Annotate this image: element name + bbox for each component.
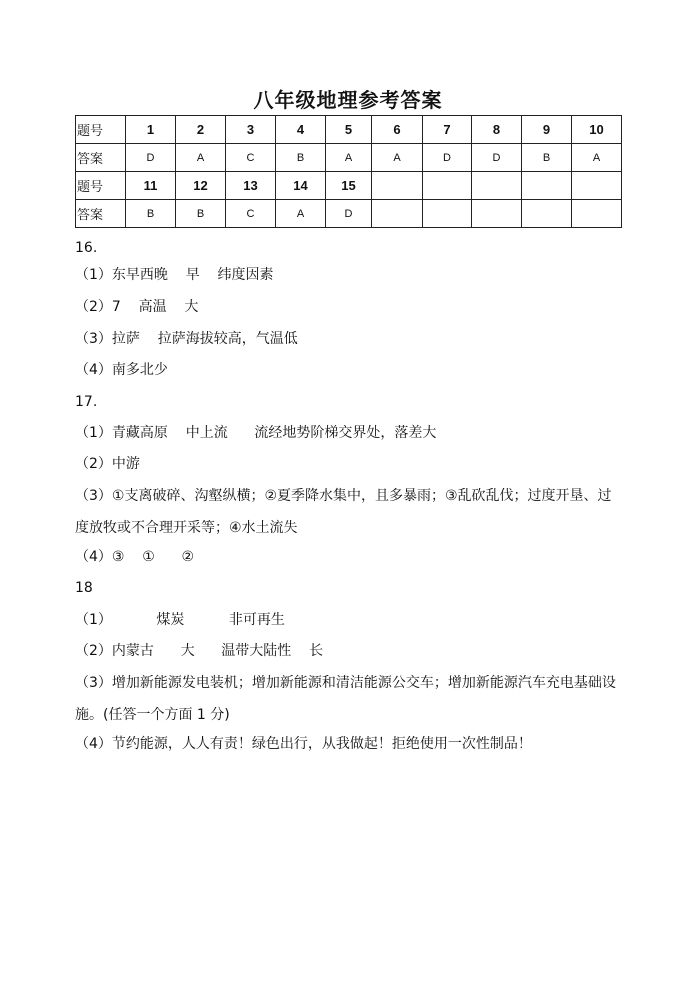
q16-part1: （1）东早西晚 早 纬度因素 [75, 267, 274, 283]
question-number-cell: 4 [276, 116, 326, 144]
table-row [76, 116, 622, 144]
q16-part2: （2）7 高温 大 [75, 299, 199, 315]
answer-cell [423, 200, 472, 228]
q18-number: 18 [75, 580, 93, 596]
answer-table [75, 115, 622, 228]
answer-cell: A [176, 144, 226, 172]
row-header-cell: 答案 [76, 144, 126, 172]
question-number-cell: 2 [176, 116, 226, 144]
question-number-cell: 11 [126, 172, 176, 200]
answer-cell: D [472, 144, 522, 172]
answer-cell: C [226, 144, 276, 172]
q16-number: 16. [75, 240, 98, 256]
answer-cell [472, 200, 522, 228]
q16-part3: （3）拉萨 拉萨海拔较高，气温低 [75, 331, 298, 347]
question-number-cell: 14 [276, 172, 326, 200]
q18-part4: （4）节约能源，人人有责！绿色出行，从我做起！拒绝使用一次性制品！ [75, 736, 532, 752]
answer-cell: D [126, 144, 176, 172]
question-number-cell: 10 [572, 116, 622, 144]
answer-cell: B [176, 200, 226, 228]
answer-cell [372, 200, 423, 228]
row-header-cell: 答案 [76, 200, 126, 228]
q18-part1: （1） 煤炭 非可再生 [75, 612, 285, 628]
question-number-cell: 9 [522, 116, 572, 144]
table-row [76, 200, 622, 228]
q17-number: 17. [75, 394, 98, 410]
page-title: 八年级地理参考答案 [253, 88, 443, 112]
question-number-cell: 3 [226, 116, 276, 144]
q18-part2: （2）内蒙古 大 温带大陆性 长 [75, 643, 324, 659]
question-number-cell [423, 172, 472, 200]
q17-part1: （1）青藏高原 中上流 流经地势阶梯交界处，落差大 [75, 425, 437, 441]
question-number-cell: 7 [423, 116, 472, 144]
question-number-cell: 13 [226, 172, 276, 200]
q17-part2: （2）中游 [75, 456, 140, 472]
answer-cell: A [372, 144, 423, 172]
answer-cell: C [226, 200, 276, 228]
question-number-cell: 15 [326, 172, 372, 200]
question-number-cell: 8 [472, 116, 522, 144]
answer-cell: A [276, 200, 326, 228]
q16-part4: （4）南多北少 [75, 362, 168, 378]
answer-cell: B [276, 144, 326, 172]
answer-cell: A [326, 144, 372, 172]
question-number-cell [372, 172, 423, 200]
answer-cell [572, 200, 622, 228]
question-number-cell: 1 [126, 116, 176, 144]
question-number-cell [522, 172, 572, 200]
answer-cell: D [423, 144, 472, 172]
answer-cell: A [572, 144, 622, 172]
row-header-cell: 题号 [76, 172, 126, 200]
question-number-cell [572, 172, 622, 200]
question-number-cell: 12 [176, 172, 226, 200]
question-number-cell [472, 172, 522, 200]
table-row [76, 144, 622, 172]
q17-part3: （3）①支离破碎、沟壑纵横；②夏季降水集中，且多暴雨；③乱砍乱伐；过度开垦、过度放牧或不合理开采等；④水土流失 [75, 488, 612, 536]
answer-cell [522, 200, 572, 228]
q18-part3: （3）增加新能源发电装机；增加新能源和清洁能源公交车；增加新能源汽车充电基础设施。(任答一个方面 1 分) [75, 675, 616, 723]
answer-cell: D [326, 200, 372, 228]
answer-cell: B [126, 200, 176, 228]
q17-part4: （4）③ ① ② [75, 549, 195, 565]
question-number-cell: 5 [326, 116, 372, 144]
row-header-cell: 题号 [76, 116, 126, 144]
answer-cell: B [522, 144, 572, 172]
table-row [76, 172, 622, 200]
question-number-cell: 6 [372, 116, 423, 144]
